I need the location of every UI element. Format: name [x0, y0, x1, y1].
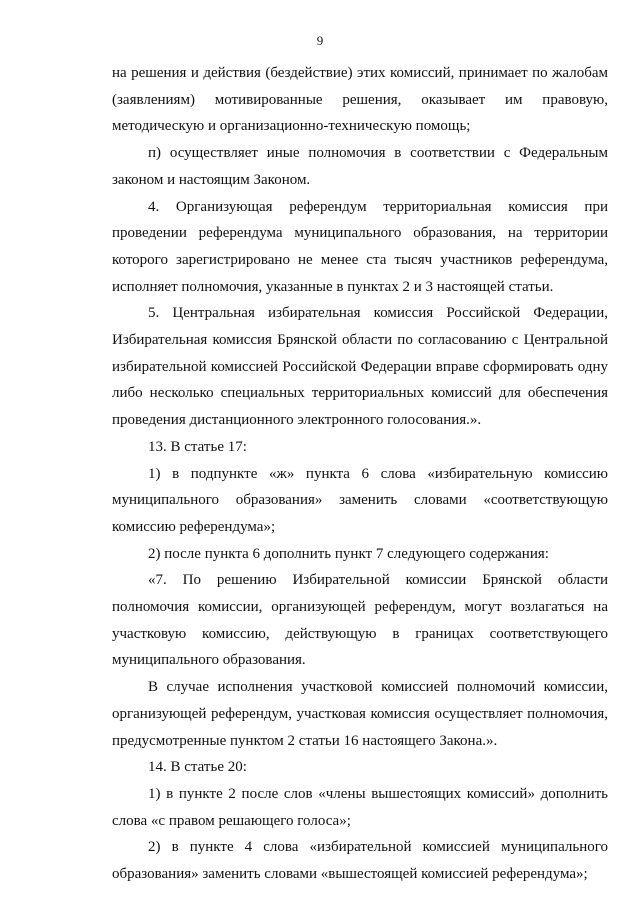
paragraph-11: 1) в пункте 2 после слов «члены вышестоящих комиссий» дополнить слова «с правом решающего голоса»;: [112, 785, 608, 829]
paragraph-1: на решения и действия (бездействие) этих комиссий, принимает по жалобам (заявлениям) мотивированные решения, оказывает им правовую, методическую и организационно-техническую помощь;: [112, 65, 608, 135]
paragraph-7: 2) после пункта 6 дополнить пункт 7 следующего содержания:: [148, 545, 549, 562]
paragraph-5: 13. В статье 17:: [148, 438, 247, 455]
paragraph-2: п) осуществляет иные полномочия в соответствии с Федеральным законом и настоящим Законом.: [112, 145, 608, 188]
document-text: [112, 60, 608, 888]
paragraph-4: 5. Центральная избирательная комиссия Российской Федерации, Избирательная комиссия Брянской области по согласованию с Центральной избирательной комиссией Российской Федерации вправе сформировать одну либо несколько специальных территориальных комиссий для обеспечения проведения дистанционного электронного голосования.».: [112, 305, 608, 429]
paragraph-8: «7. По решению Избирательной комиссии Брянской области полномочия комиссии, организующей референдум, могут возлагаться на участковую комиссию, действующую в границах соответствующего муниципального образования.: [112, 572, 608, 669]
paragraph-9: В случае исполнения участковой комиссией полномочий комиссии, организующей референдум, участковая комиссия осуществляет полномочия, предусмотренные пунктом 2 статьи 16 настоящего Закона.».: [112, 679, 608, 749]
paragraph-3: 4. Организующая референдум территориальная комиссия при проведении референдума муниципального образования, на территории которого зарегистрировано не менее ста тысяч участников референдума, исполняет полномочия, указанные в пунктах 2 и 3 настоящей статьи.: [112, 198, 608, 295]
paragraph-6: 1) в подпункте «ж» пункта 6 слова «избирательную комиссию муниципального образования» заменить словами «соответствующую комиссию референдума»;: [112, 465, 608, 535]
paragraph-10: 14. В статье 20:: [148, 759, 247, 776]
page-number: 9: [316, 33, 324, 48]
paragraph-12: 2) в пункте 4 слова «избирательной комиссией муниципального образования» заменить словами «вышестоящей комиссией референдума»;: [112, 839, 608, 883]
